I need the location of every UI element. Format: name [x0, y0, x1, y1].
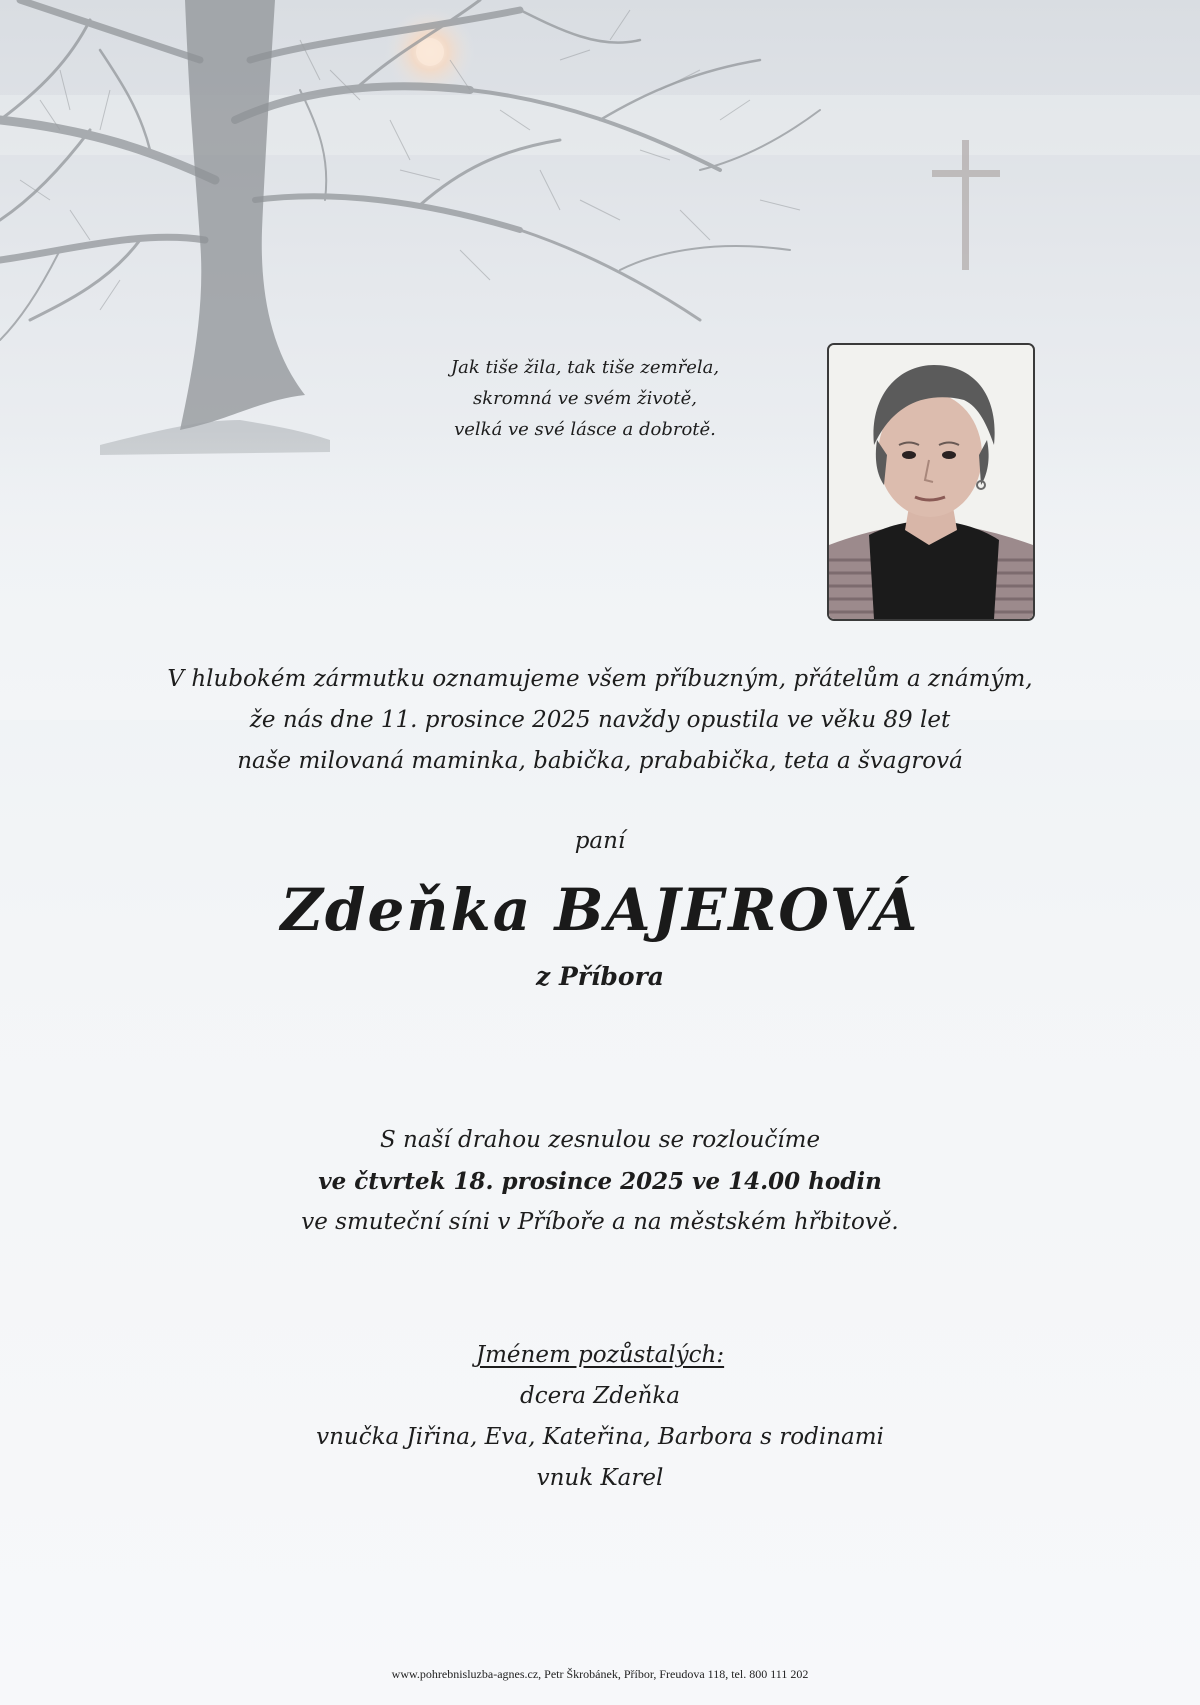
- cross-icon: [932, 140, 1000, 270]
- motto-line: skromná ve svém životě,: [473, 388, 697, 409]
- announcement-line: že nás dne 11. prosince 2025 navždy opustila ve věku 89 let: [249, 707, 951, 733]
- farewell-place: ve smuteční síni v Příboře a na městském hřbitově.: [301, 1209, 899, 1235]
- announcement-line: V hlubokém zármutku oznamujeme všem příbuzným, přátelům a známým,: [167, 666, 1033, 692]
- mourner-line: vnuk Karel: [536, 1465, 664, 1491]
- motto-line: velká ve své lásce a dobrotě.: [454, 419, 716, 440]
- farewell-date: ve čtvrtek 18. prosince 2025 ve 14.00 hodin: [318, 1168, 882, 1195]
- announcement: [0, 659, 1200, 782]
- portrait-photo-icon: [827, 343, 1035, 621]
- announcement-line: naše milovaná maminka, babička, prababička, teta a švagrová: [237, 748, 963, 774]
- deceased-name: Zdeňka BAJEROVÁ: [280, 876, 920, 944]
- mourner-line: vnučka Jiřina, Eva, Kateřina, Barbora s rodinami: [316, 1424, 884, 1450]
- farewell-info: [0, 1120, 1200, 1243]
- motto-line: Jak tiše žila, tak tiše zemřela,: [450, 357, 720, 378]
- deceased-origin: z Příbora: [536, 962, 664, 991]
- motto: [395, 352, 775, 445]
- mourner-line: dcera Zdeňka: [519, 1383, 680, 1409]
- honorific: paní: [574, 828, 626, 854]
- farewell-line: S naší drahou zesnulou se rozloučíme: [379, 1127, 821, 1153]
- footer-contact: www.pohrebnisluzba-agnes.cz, Petr Škrobánek, Příbor, Freudova 118, tel. 800 111 202: [391, 1667, 809, 1681]
- mourners-heading: Jménem pozůstalých:: [475, 1342, 725, 1368]
- mourners: [0, 1335, 1200, 1499]
